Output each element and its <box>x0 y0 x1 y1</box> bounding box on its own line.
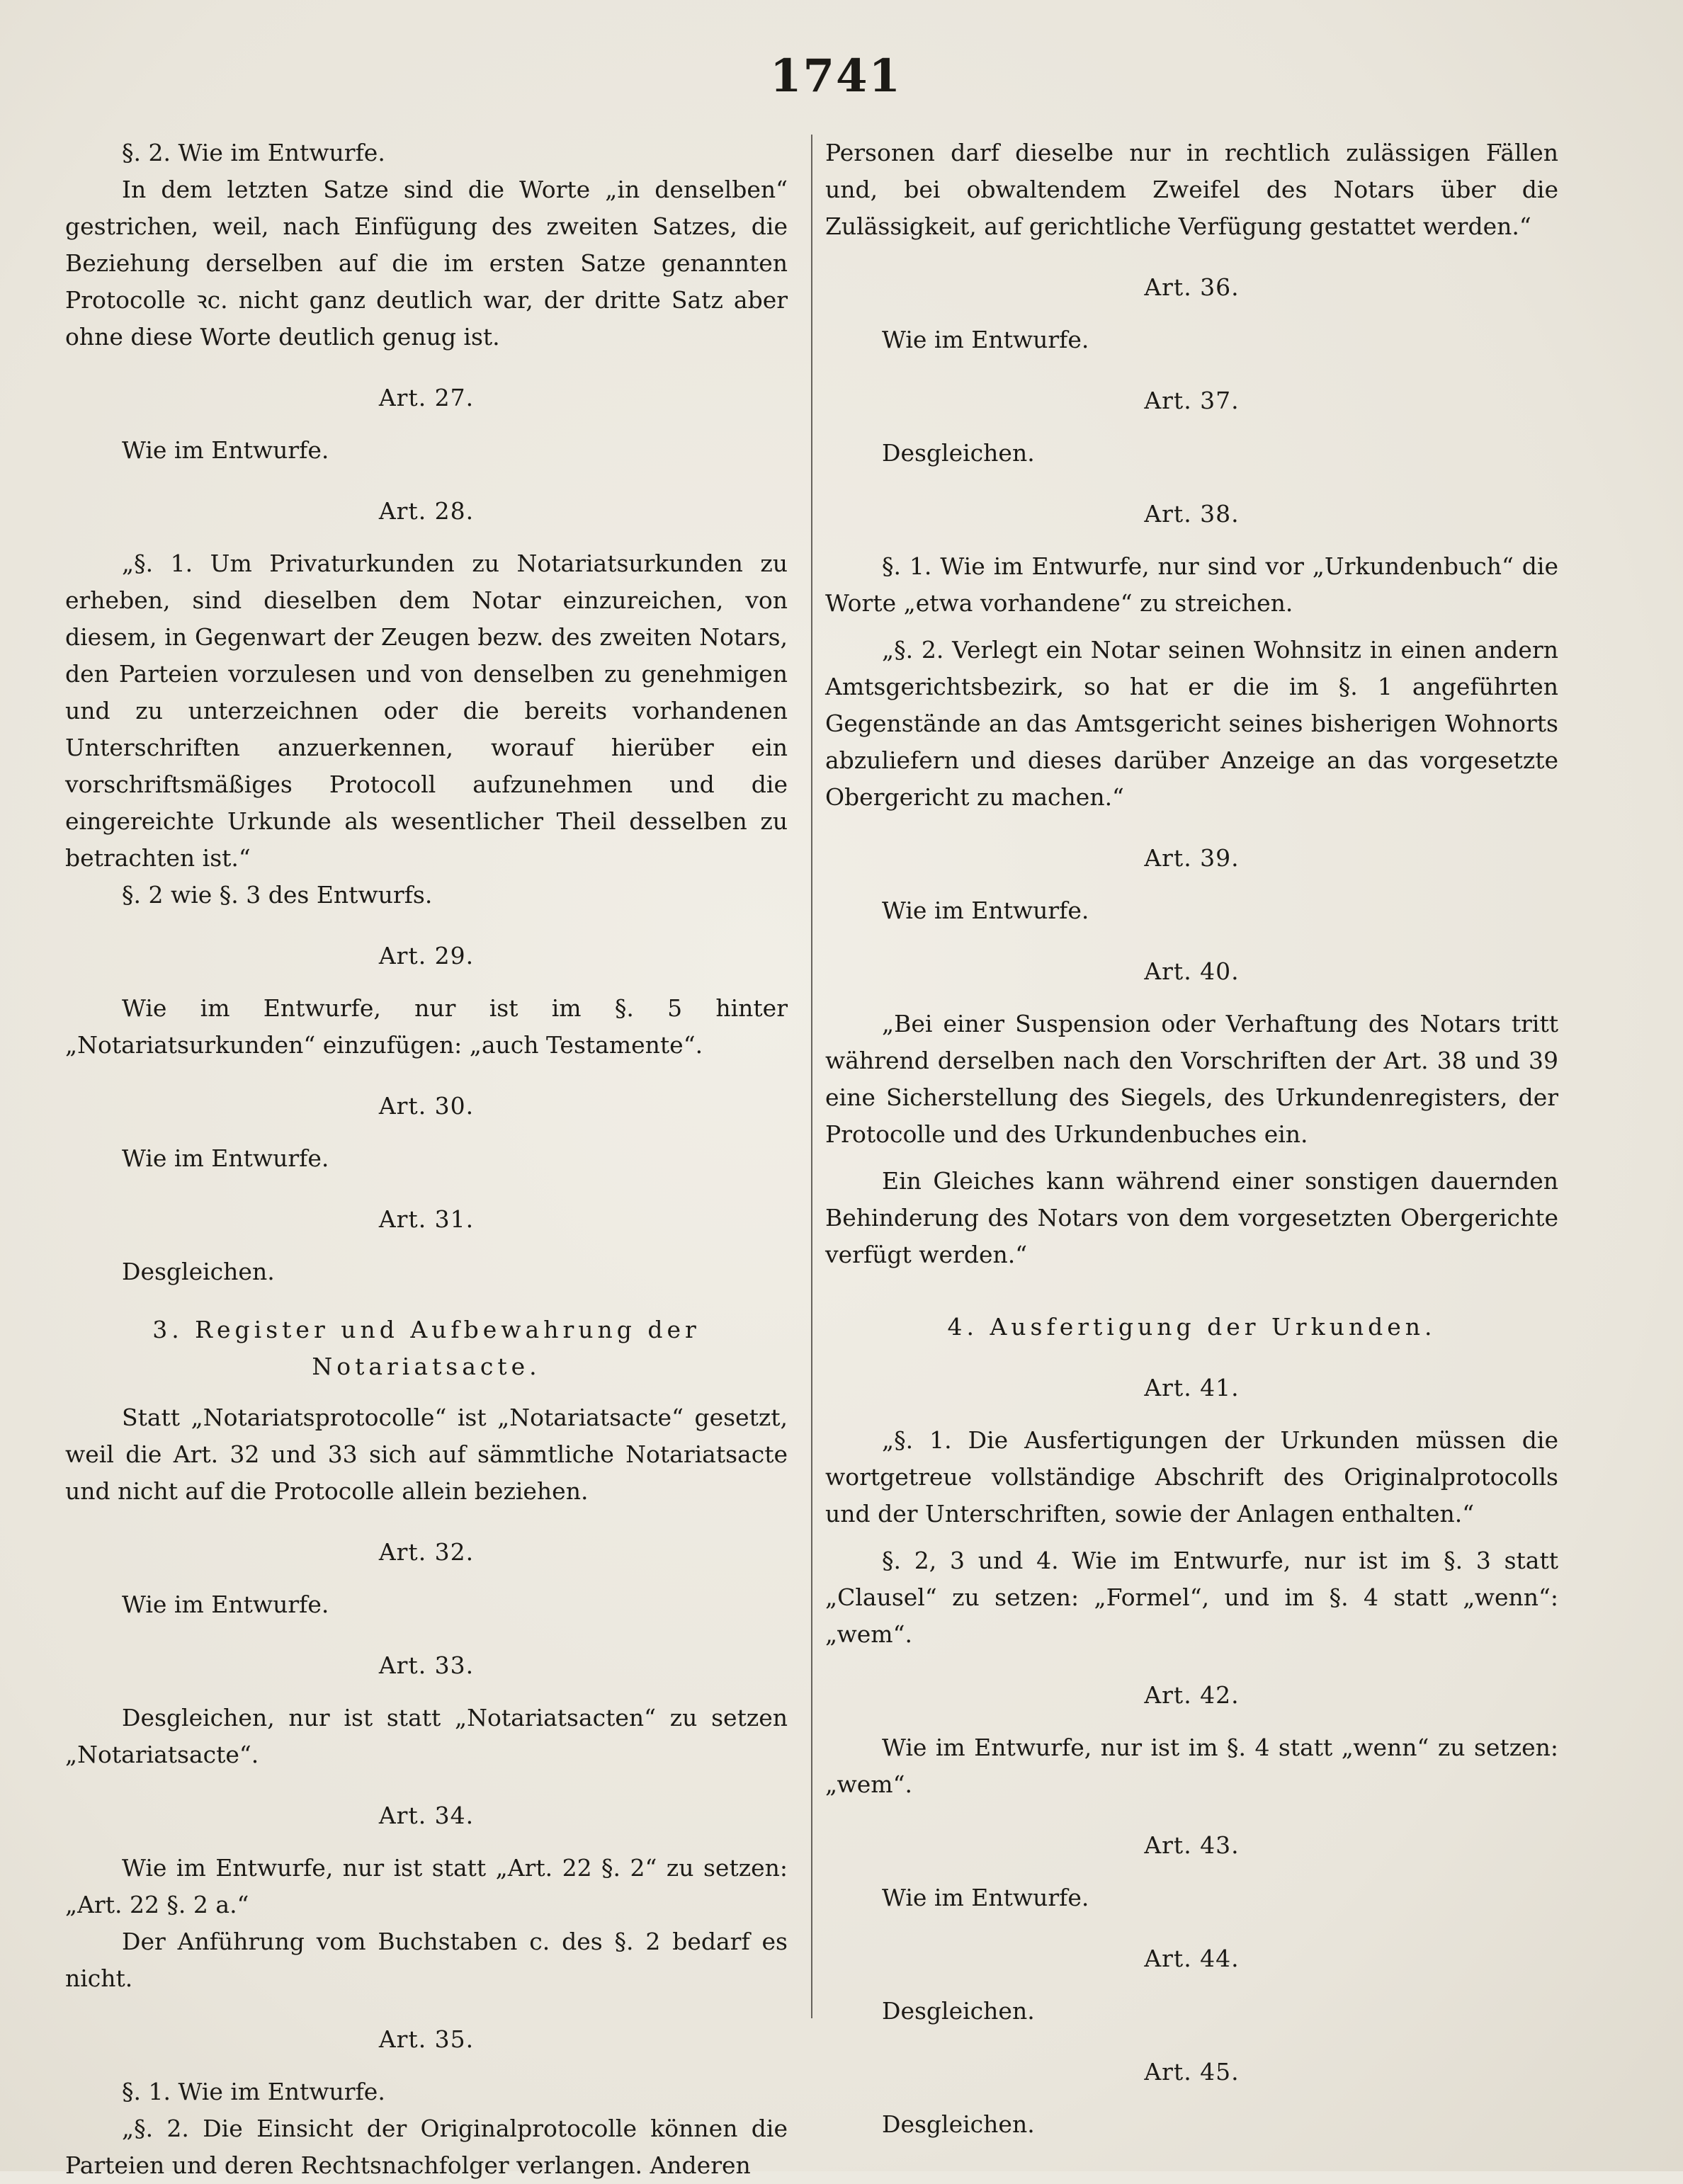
article-heading: Art. 41. <box>1144 1374 1240 1401</box>
article-heading: Art. 32. <box>378 1538 475 1566</box>
paragraph: §. 2, 3 und 4. Wie im Entwurfe, nur ist im §. 3 statt „Clausel“ zu setzen: „Formel“, und im §. 4 statt „wenn“: „wem“. <box>825 1547 1558 1648</box>
paragraph: §. 1. Wie im Entwurfe. <box>122 2078 385 2105</box>
article-heading: Art. 34. <box>378 1802 475 1829</box>
column-divider <box>811 135 812 2018</box>
paragraph: „§. 2. Verlegt ein Notar seinen Wohnsitz in einen andern Amtsgerichtsbezirk, so hat er die im §. 1 angeführten Gegenstände an das Amtsgericht seines bisherigen Wohnorts abzuliefern und dieses darüber Anzeige an das vorgesetzte Obergericht zu machen.“ <box>825 636 1558 811</box>
article-heading: Art. 31. <box>378 1205 475 1233</box>
paragraph: Der Anführung vom Buchstaben c. des §. 2 bedarf es nicht. <box>65 1928 788 1992</box>
section-heading: 3. Register und Aufbewahrung der <box>152 1316 701 1343</box>
article-heading: Art. 28. <box>378 497 475 525</box>
paragraph: Desgleichen. <box>882 439 1035 467</box>
paragraph: Wie im Entwurfe. <box>882 326 1089 353</box>
paragraph: Desgleichen, nur ist statt „Notariatsacten“ zu setzen „Notariatsacte“. <box>65 1704 788 1768</box>
paragraph: „Bei einer Suspension oder Verhaftung des Notars tritt während derselben nach den Vorschriften der Art. 38 und 39 eine Sicherstellung des Siegels, des Urkundenregisters, der Protocolle und des Urkundenbuches ein. <box>825 1010 1558 1148</box>
paragraph: Desgleichen. <box>122 1258 275 1285</box>
paragraph: Wie im Entwurfe. <box>882 1884 1089 1911</box>
paragraph: „§. 2. Die Einsicht der Originalprotocolle können die Parteien und deren Rechtsnachfolger verlangen. Anderen <box>65 2115 788 2179</box>
paragraph: Wie im Entwurfe. <box>122 1591 329 1618</box>
paragraph: Wie im Entwurfe. <box>122 436 329 464</box>
paragraph: Wie im Entwurfe. <box>882 897 1089 924</box>
paragraph: „§. 1. Die Ausfertigungen der Urkunden müssen die wortgetreue vollständige Abschrift des Originalprotocolls und der Unterschriften, sowie der Anlagen enthalten.“ <box>825 1426 1558 1528</box>
paragraph: §. 2. Wie im Entwurfe. <box>122 139 385 166</box>
paragraph: In dem letzten Satze sind die Worte „in denselben“ gestrichen, weil, nach Einfügung des zweiten Satzes, die Beziehung derselben auf die im ersten Satze genannten Protocolle ꝛc. nicht ganz deutlich war, der dritte Satz aber ohne diese Worte deutlich genug ist. <box>65 176 788 351</box>
left-column <box>65 135 788 2184</box>
article-heading: Art. 35. <box>378 2025 475 2053</box>
paragraph: §. 1. Wie im Entwurfe, nur sind vor „Urkundenbuch“ die Worte „etwa vorhandene“ zu streichen. <box>825 552 1558 617</box>
paragraph: Personen darf dieselbe nur in rechtlich zulässigen Fällen und, bei obwaltendem Zweifel des Notars über die Zulässigkeit, auf gerichtliche Verfügung gestattet werden.“ <box>825 139 1558 240</box>
article-heading: Art. 36. <box>1144 273 1240 301</box>
section-heading: 4. Ausfertigung der Urkunden. <box>947 1313 1436 1341</box>
paragraph: Ein Gleiches kann während einer sonstigen dauernden Behinderung des Notars von dem vorgesetzten Obergerichte verfügt werden.“ <box>825 1167 1558 1268</box>
page-number: 1741 <box>769 50 902 103</box>
paragraph: Statt „Notariatsprotocolle“ ist „Notariatsacte“ gesetzt, weil die Art. 32 und 33 sich auf sämmtliche Notariatsacte und nicht auf die Protocolle allein beziehen. <box>65 1404 788 1505</box>
paragraph: §. 2 wie §. 3 des Entwurfs. <box>122 881 433 909</box>
article-heading: Art. 43. <box>1144 1831 1240 1859</box>
paragraph: Desgleichen. <box>882 2110 1035 2138</box>
article-heading: Art. 45. <box>1144 2058 1240 2086</box>
paragraph: Wie im Entwurfe, nur ist im §. 5 hinter „Notariatsurkunden“ einzufügen: „auch Testamente“. <box>65 994 788 1059</box>
article-heading: Art. 42. <box>1144 1681 1240 1709</box>
article-heading: Art. 29. <box>378 942 475 969</box>
paragraph: „§. 1. Um Privaturkunden zu Notariatsurkunden zu erheben, sind dieselben dem Notar einzureichen, von diesem, in Gegenwart der Zeugen bezw. des zweiten Notars, den Parteien vorzulesen und von denselben zu genehmigen und zu unterzeichnen oder die bereits vorhandenen Unterschriften anzuerkennen, worauf hierüber ein vorschriftsmäßiges Protocoll aufzunehmen und die eingereichte Urkunde als wesentlicher Theil desselben zu betrachten ist.“ <box>65 550 788 872</box>
paragraph: Wie im Entwurfe. <box>122 1144 329 1172</box>
paragraph: Desgleichen. <box>882 1997 1035 2025</box>
article-heading: Art. 30. <box>378 1092 475 1120</box>
right-column <box>825 135 1558 2143</box>
article-heading: Art. 33. <box>378 1651 475 1679</box>
article-heading: Art. 27. <box>378 384 475 411</box>
paragraph: Wie im Entwurfe, nur ist statt „Art. 22 §. 2“ zu setzen: „Art. 22 §. 2 a.“ <box>65 1854 788 1918</box>
section-heading: Notariatsacte. <box>312 1353 541 1380</box>
article-heading: Art. 40. <box>1144 957 1240 985</box>
article-heading: Art. 37. <box>1144 387 1240 414</box>
paragraph: Wie im Entwurfe, nur ist im §. 4 statt „wenn“ zu setzen: „wem“. <box>825 1734 1558 1798</box>
article-heading: Art. 38. <box>1144 500 1240 528</box>
article-heading: Art. 39. <box>1144 844 1240 872</box>
article-heading: Art. 44. <box>1144 1945 1240 1972</box>
